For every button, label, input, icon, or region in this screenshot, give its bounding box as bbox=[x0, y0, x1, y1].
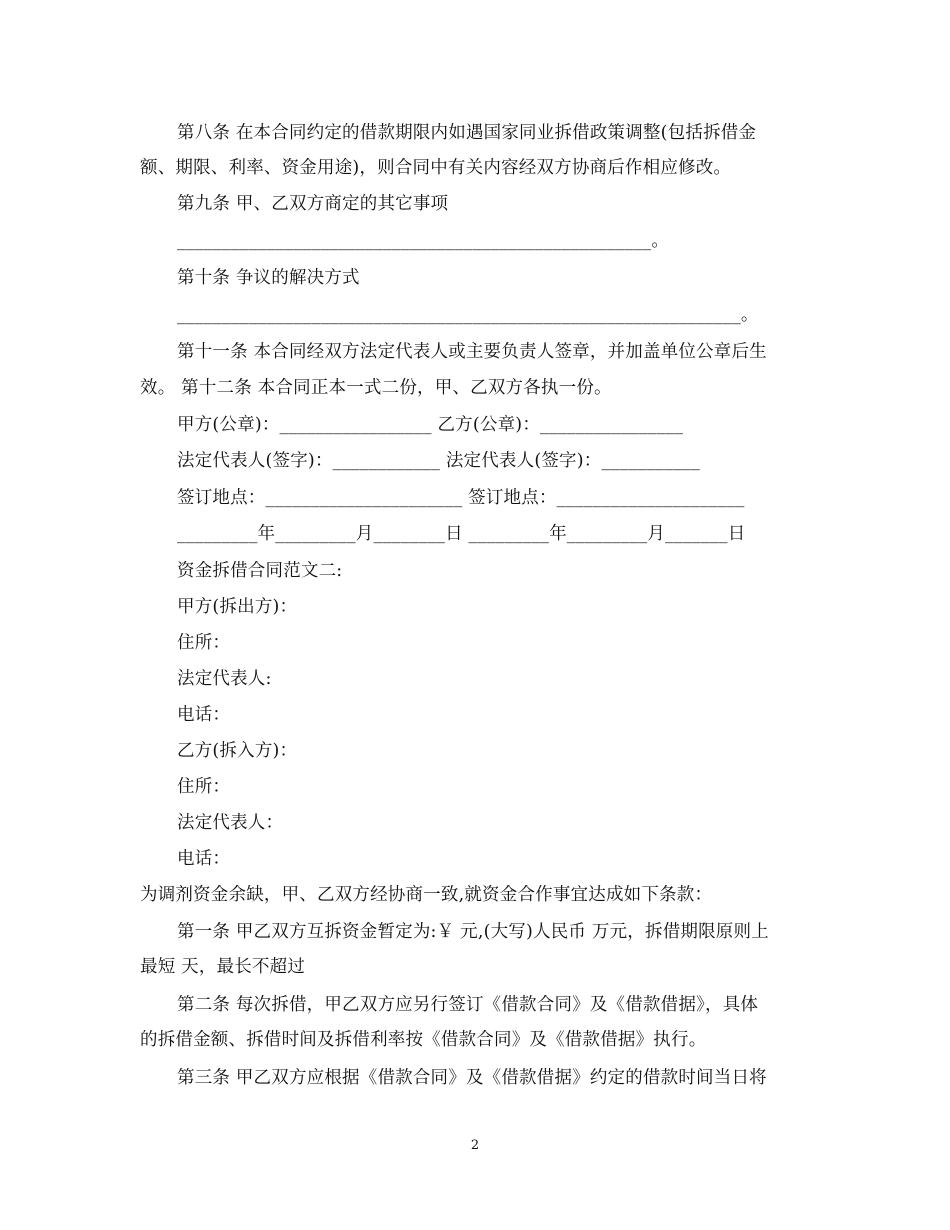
party-a-representative-label: 法定代表人: bbox=[177, 669, 272, 689]
paragraph-article-11-line-1: 第十一条 本合同经双方法定代表人或主要负责人签章，并加盖单位公章后生 bbox=[177, 342, 767, 362]
paragraph-article-2-line-2: 的拆借金额、拆借时间及拆借利率按《借款合同》及《借款借据》执行。 bbox=[140, 1030, 707, 1050]
signature-place-line: 签订地点：______________________ 签订地点：_____________________ bbox=[177, 488, 745, 508]
party-a-phone-label: 电话： bbox=[177, 705, 231, 725]
page-number: 2 bbox=[470, 1138, 480, 1153]
preamble-paragraph: 为调剂资金余缺，甲、乙双方经协商一致,就资金合作事宜达成如下条款： bbox=[140, 885, 713, 905]
paragraph-article-8-line-1: 第八条 在本合同约定的借款期限内如遇国家同业拆借政策调整(包括拆借金 bbox=[177, 123, 757, 143]
paragraph-article-8-line-2: 额、期限、利率、资金用途)，则合同中有关内容经双方协商后作相应修改。 bbox=[140, 158, 732, 178]
paragraph-article-2-line-1: 第二条 每次拆借，甲乙双方应另行签订《借款合同》及《借款借据》，具体 bbox=[177, 995, 759, 1015]
party-b-phone-label: 电话： bbox=[177, 849, 231, 869]
blank-line-article-9: _____________________________________________________。 bbox=[177, 231, 670, 251]
party-b-label: 乙方(拆入方)： bbox=[177, 741, 298, 761]
signature-date-line: _________年_________月________日 _________年_________月_______日 bbox=[177, 524, 746, 544]
paragraph-article-9: 第九条 甲、乙双方商定的其它事项 bbox=[177, 194, 449, 214]
paragraph-article-1-line-1: 第一条 甲乙双方互拆资金暂定为:￥ 元,(大写)人民币 万元，拆借期限原则上 bbox=[177, 922, 769, 942]
blank-line-article-10: _______________________________________________________________。 bbox=[177, 305, 759, 325]
party-a-address-label: 住所： bbox=[177, 633, 231, 653]
party-a-label: 甲方(拆出方)： bbox=[177, 597, 298, 617]
paragraph-article-3-line-1: 第三条 甲乙双方应根据《借款合同》及《借款借据》约定的借款时间当日将 bbox=[177, 1068, 767, 1088]
paragraph-article-11-line-2: 效。 第十二条 本合同正本一式二份，甲、乙双方各执一份。 bbox=[140, 378, 612, 398]
signature-representative-line: 法定代表人(签字)：____________ 法定代表人(签字)：___________ bbox=[177, 451, 700, 471]
sample-two-heading: 资金拆借合同范文二: bbox=[177, 561, 343, 581]
paragraph-article-1-line-2: 最短 天，最长不超过 bbox=[140, 957, 306, 977]
party-b-representative-label: 法定代表人： bbox=[177, 813, 284, 833]
party-b-address-label: 住所： bbox=[177, 777, 231, 797]
paragraph-article-10: 第十条 争议的解决方式 bbox=[177, 268, 360, 288]
signature-seal-line: 甲方(公章)：_________________ 乙方(公章)：________________ bbox=[177, 415, 684, 435]
